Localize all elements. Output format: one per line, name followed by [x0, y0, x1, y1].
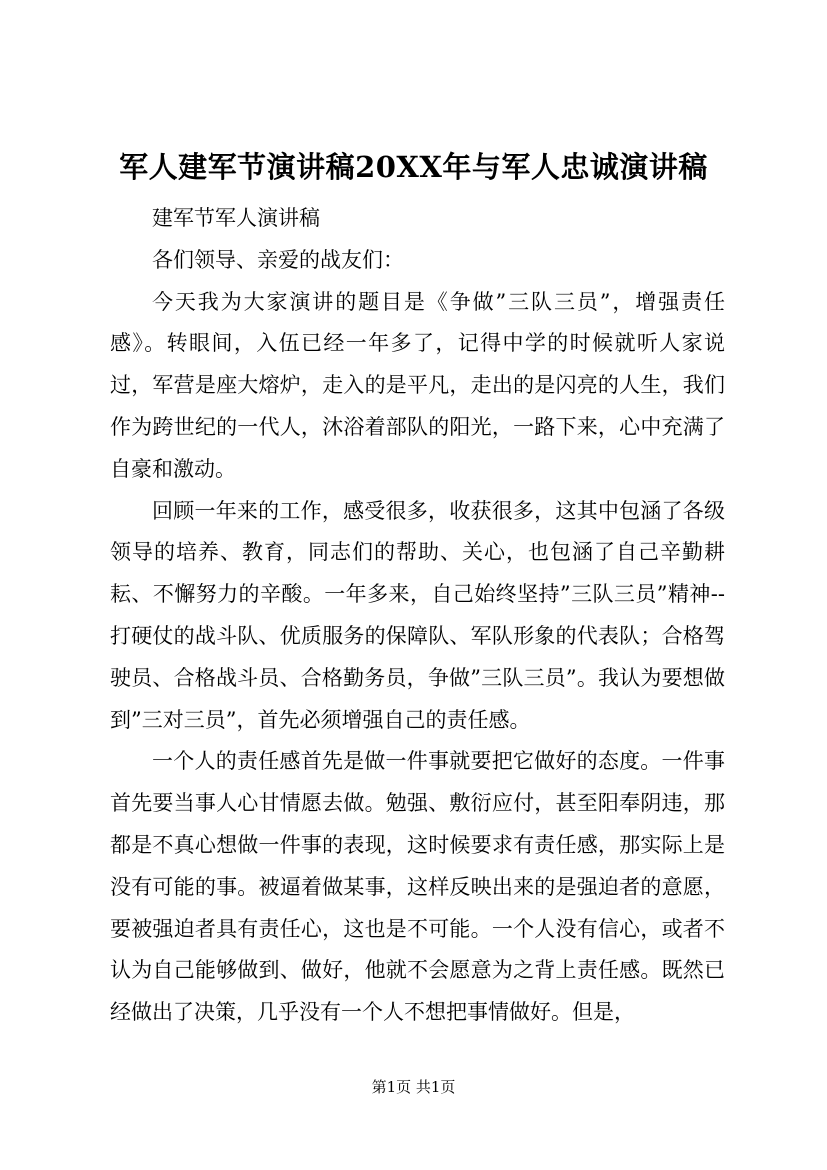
- paragraph-intro: 今天我为大家演讲的题目是《争做”三队三员”，增强责任感》。转眼间，入伍已经一年多了，记得中学的时候就听人家说过，军营是座大熔炉，走入的是平凡，走出的是闪亮的人生，我们作为跨世纪的一代人，沐浴着部队的阳光，一路下来，心中充满了自豪和激动。: [110, 289, 725, 481]
- document-title: 军人建军节演讲稿20XX年与军人忠诚演讲稿: [119, 150, 708, 184]
- paragraph-heading: 建军节军人演讲稿: [152, 206, 320, 230]
- paragraph-responsibility: 一个人的责任感首先是做一件事就要把它做好的态度。一件事首先要当事人心甘情愿去做。勉强、敷衍应付，甚至阳奉阴违，那都是不真心想做一件事的表现，这时候要求有责任感，那实际上是没有可能的事。被逼着做某事，这样反映出来的是强迫者的意愿，要被强迫者具有责任心，这也是不可能。一个人没有信心，或者不认为自己能够做到、做好，他就不会愿意为之背上责任感。既然已经做出了决策，几乎没有一个人不想把事情做好。但是，: [110, 749, 725, 1025]
- paragraph-salutation: 各们领导、亲爱的战友们：: [152, 247, 404, 272]
- document-body: [110, 198, 725, 1034]
- paragraph-review: 回顾一年来的工作，感受很多，收获很多，这其中包涵了各级领导的培养、教育，同志们的帮助、关心，也包涵了自己辛勤耕耘、不懈努力的辛酸。一年多来，自己始终坚持”三队三员”精神--打硬仗的战斗队、优质服务的保障队、军队形象的代表队；合格驾驶员、合格战斗员、合格勤务员，争做”三队三员”。我认为要想做到”三对三员”，首先必须增强自己的责任感。: [110, 498, 725, 732]
- page-footer: 第1页 共1页: [371, 1078, 456, 1096]
